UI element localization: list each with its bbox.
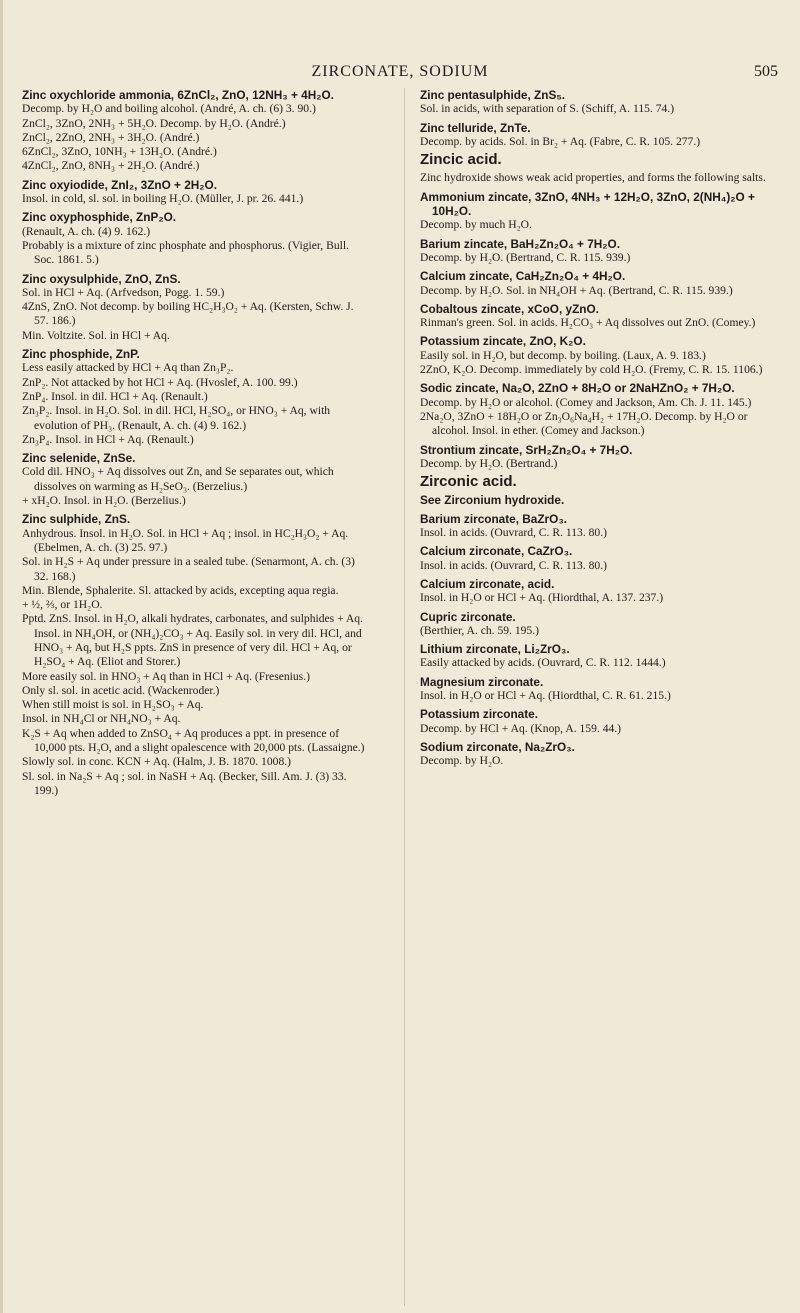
entry-heading: Lithium zirconate, Li₂ZrO₃. [420, 642, 570, 657]
entry [420, 675, 768, 704]
entry-text: + ½, ⅔, or 1H₂O. [22, 598, 103, 612]
column-divider [404, 88, 405, 1306]
entry-heading: Barium zirconate, BaZrO₃. [420, 511, 568, 526]
entry-text: K₂S + Aq when added to ZnSO₄ + Aq produces a ppt. in presence of 10,000 pts. H₂O, and a slight opalescence with 20,000 pts. (Lassaigne.) [22, 726, 365, 755]
page-edge-shadow [0, 0, 3, 1313]
entry-heading: Potassium zirconate. [420, 707, 539, 722]
entry-text: 6ZnCl₂, 3ZnO, 10NH₃ + 13H₂O. (André.) [22, 145, 217, 159]
entry-text: Insol. in acids. (Ouvrard, C. R. 113. 80.) [420, 526, 607, 540]
entry-text: Decomp. by H₂O. (Bertrand, C. R. 115. 939.) [420, 250, 631, 264]
entry-heading: Potassium zincate, ZnO, K₂O. [420, 334, 586, 349]
entry-text: Easily sol. in H₂O, but decomp. by boiling. (Laux, A. 9. 183.) [420, 348, 706, 362]
entry-text: ZnP₄. Insol. in dil. HCl + Aq. (Renault.) [22, 389, 208, 403]
entry-text: Sl. sol. in Na₂S + Aq ; sol. in NaSH + Aq. (Becker, Sill. Am. J. (3) 33. 199.) [22, 769, 347, 797]
entry-heading: See Zirconium hydroxide. [420, 493, 565, 508]
entry-text: Min. Blende, Sphalerite. Sl. attacked by acids, excepting aqua regia. [22, 583, 339, 597]
entry-text: Decomp. by H₂O. (Bertrand.) [420, 456, 558, 470]
entry-text: (Berthier, A. ch. 59. 195.) [420, 623, 539, 637]
entry-text: Cold dil. HNO₃ + Aq dissolves out Zn, and Se separates out, which dissolves on warming as H₂SeO₃. (Berzelius.) [22, 465, 334, 493]
entry [420, 269, 768, 298]
entry [420, 707, 768, 736]
entry-heading: Zinc pentasulphide, ZnS₅. [420, 88, 566, 102]
entry [420, 512, 768, 541]
entry [420, 544, 768, 573]
entry [420, 381, 768, 438]
entry-text: Zn₃P₂. Insol. in H₂O. Sol. in dil. HCl, H₂SO₄, or HNO₃ + Aq, with evolution of PH₃. (Renault, A. ch. (4) 9. 162.) [22, 404, 331, 432]
section-heading: Zirconic acid. [420, 473, 517, 491]
entry-heading: Cobaltous zincate, xCoO, yZnO. [420, 301, 599, 316]
entry-text: Rinman's green. Sol. in acids. H₂CO₃ + Aq dissolves out ZnO. (Comey.) [420, 316, 756, 330]
entry [420, 190, 768, 233]
running-title: ZIRCONATE, SODIUM [311, 63, 489, 80]
entry [22, 210, 370, 267]
entry-text: 4ZnCl₂, ZnO, 8NH₃ + 2H₂O. (André.) [22, 159, 200, 173]
entry-text: Slowly sol. in conc. KCN + Aq. (Halm, J. B. 1870. 1008.) [22, 755, 292, 769]
entry-heading: Calcium zirconate, CaZrO₃. [420, 544, 573, 559]
entry-text: When still moist is sol. in H₂SO₃ + Aq. [22, 698, 204, 712]
entry-heading: Cupric zirconate. [420, 609, 516, 624]
entry-text: Easily attacked by acids. (Ouvrard, C. R. 112. 1444.) [420, 656, 666, 670]
entry-text: Pptd. ZnS. Insol. in H₂O, alkali hydrates, carbonates, and sulphides + Aq. Insol. in NH₄OH, or (NH₄)₂CO₃ + Aq. Easily sol. in very dil. HCl, and HNO₃ + Aq, but H₂S ppts. ZnS in presence of very dil. HCl + Aq, or H₂SO₄ + Aq. (Eliot and Storer.) [22, 612, 363, 669]
entry-text: More easily sol. in HNO₃ + Aq than in HCl + Aq. (Fresenius.) [22, 669, 310, 683]
entry-heading: Strontium zincate, SrH₂Zn₂O₄ + 7H₂O. [420, 442, 633, 457]
entry-text: ZnCl₂, 3ZnO, 2NH₃ + 5H₂O. Decomp. by H₂O. (André.) [22, 116, 286, 130]
entry-heading: Zinc oxychloride ammonia, 6ZnCl₂, ZnO, 12NH₃ + 4H₂O. [22, 88, 334, 102]
page-header [0, 0, 800, 82]
entry [420, 302, 768, 331]
entry-text: Sol. in H₂S + Aq under pressure in a sealed tube. (Senarmont, A. ch. (3) 32. 168.) [22, 555, 355, 583]
entry-text: Insol. in H₂O or HCl + Aq. (Hiordthal, A. 137. 237.) [420, 591, 664, 605]
entry-heading: Zinc selenide, ZnSe. [22, 451, 136, 466]
entry [420, 642, 768, 671]
entry [420, 443, 768, 472]
section-heading: Zincic acid. [420, 151, 502, 169]
entry-text: Insol. in acids. (Ouvrard, C. R. 113. 80.) [420, 558, 607, 572]
entry-heading: Sodium zirconate, Na₂ZrO₃. [420, 739, 575, 754]
entry-text: + xH₂O. Insol. in H₂O. (Berzelius.) [22, 494, 186, 508]
entry [420, 610, 768, 639]
entry-heading: Zinc oxysulphide, ZnO, ZnS. [22, 271, 181, 286]
entry-heading: Barium zincate, BaH₂Zn₂O₄ + 7H₂O. [420, 236, 620, 251]
entry [22, 347, 370, 447]
entry-text: Anhydrous. Insol. in H₂O. Sol. in HCl + Aq ; insol. in HC₂H₃O₂ + Aq. (Ebelmen, A. ch. (3) 25. 97.) [22, 526, 349, 554]
page-number: 505 [754, 63, 778, 80]
entry-heading: Sodic zincate, Na₂O, 2ZnO + 8H₂O or 2NaHZnO₂ + 7H₂O. [420, 381, 735, 396]
entry-text: Zinc hydroxide shows weak acid properties, and forms the following salts. [420, 171, 766, 185]
entry [420, 493, 768, 507]
entry-text: Only sl. sol. in acetic acid. (Wackenroder.) [22, 683, 220, 697]
entry-heading: Ammonium zincate, 3ZnO, 4NH₃ + 12H₂O, 3ZnO, 2(NH₄)₂O + 10H₂O. [420, 189, 755, 219]
entry [420, 334, 768, 377]
entry-text: Decomp. by H₂O. [420, 754, 504, 768]
entry [22, 178, 370, 207]
entry-text: Sol. in acids, with separation of S. (Schiff, A. 115. 74.) [420, 102, 675, 116]
entry-text: Decomp. by H₂O. Sol. in NH₄OH + Aq. (Bertrand, C. R. 115. 939.) [420, 283, 733, 297]
entry-text: Decomp. by HCl + Aq. (Knop, A. 159. 44.) [420, 721, 622, 735]
entry-text: Min. Voltzite. Sol. in HCl + Aq. [22, 328, 170, 342]
entry-heading: Zinc phosphide, ZnP. [22, 347, 140, 362]
entry-text: 4ZnS, ZnO. Not decomp. by boiling HC₂H₃O₂ + Aq. (Kersten, Schw. J. 57. 186.) [22, 300, 354, 328]
entry-text: Insol. in H₂O or HCl + Aq. (Hiordthal, C. R. 61. 215.) [420, 688, 671, 702]
left-column [22, 88, 370, 802]
entry-text: Insol. in cold, sl. sol. in boiling H₂O. (Müller, J. pr. 26. 441.) [22, 192, 304, 206]
entry-heading: Zinc oxyphosphide, ZnP₂O. [22, 210, 177, 225]
entry [420, 237, 768, 266]
entry-heading: Magnesium zirconate. [420, 674, 544, 689]
entry-text: 2Na₂O, 3ZnO + 18H₂O or Zn₃O₆Na₄H₂ + 17H₂O. Decomp. by H₂O or alcohol. Insol. in ether. (Comey and Jackson.) [420, 409, 748, 438]
entry-text: Probably is a mixture of zinc phosphate and phosphorus. (Vigier, Bull. Soc. 1861. 5.) [22, 238, 349, 267]
entry-text: Insol. in NH₄Cl or NH₄NO₃ + Aq. [22, 712, 181, 726]
entry-text: Sol. in HCl + Aq. (Arfvedson, Pogg. 1. 59.) [22, 285, 225, 299]
entry-text: Decomp. by H₂O or alcohol. (Comey and Jackson, Am. Ch. J. 11. 145.) [420, 395, 752, 409]
entry [22, 451, 370, 508]
entry-text: ZnCl₂, 2ZnO, 2NH₃ + 3H₂O. (André.) [22, 130, 200, 144]
entry [420, 121, 768, 150]
entry-text: Decomp. by H₂O and boiling alcohol. (André, A. ch. (6) 3. 90.) [22, 102, 316, 116]
entry [420, 171, 768, 185]
entry [420, 577, 768, 606]
entry-heading: Calcium zincate, CaH₂Zn₂O₄ + 4H₂O. [420, 269, 626, 284]
entry-text: ZnP₂. Not attacked by hot HCl + Aq. (Hvoslef, A. 100. 99.) [22, 375, 298, 389]
entry [22, 272, 370, 343]
entry [22, 88, 370, 174]
entry-heading: Zinc telluride, ZnTe. [420, 120, 531, 135]
entry-text: 2ZnO, K₂O. Decomp. immediately by cold H₂O. (Fremy, C. R. 15. 1106.) [420, 363, 763, 377]
entry [22, 512, 370, 798]
entry-text: Zn₃P₄. Insol. in HCl + Aq. (Renault.) [22, 432, 194, 446]
entry [420, 740, 768, 769]
right-column [420, 88, 768, 772]
entry-heading: Calcium zirconate, acid. [420, 576, 555, 591]
entry-heading: Zinc oxyiodide, ZnI₂, 3ZnO + 2H₂O. [22, 177, 218, 192]
entry-text: (Renault, A. ch. (4) 9. 162.) [22, 224, 151, 238]
entry-text: Decomp. by much H₂O. [420, 218, 532, 232]
entry [420, 88, 768, 117]
entry-text: Less easily attacked by HCl + Aq than Zn₃P₂. [22, 361, 234, 375]
entry-text: Decomp. by acids. Sol. in Br₂ + Aq. (Fabre, C. R. 105. 277.) [420, 134, 701, 148]
entry-heading: Zinc sulphide, ZnS. [22, 512, 131, 527]
